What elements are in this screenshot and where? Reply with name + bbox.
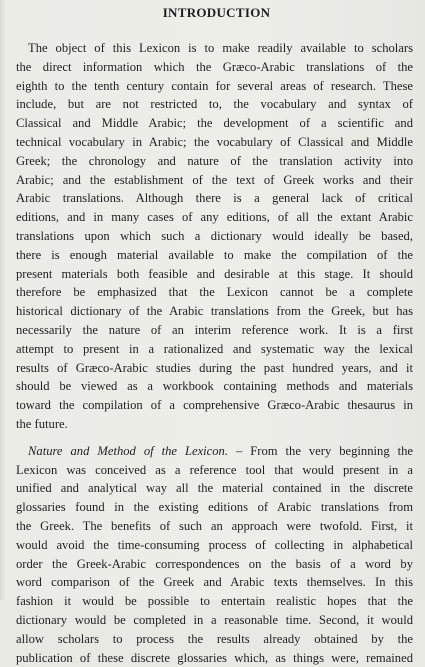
text-line: results of Græco-Arabic studies during the past hundred years, and it	[16, 359, 413, 378]
text-line: eighth to the tenth century contain for several areas of research. These	[16, 77, 413, 96]
text-line: publication of these discrete glossaries which, as things were, remained	[16, 649, 413, 667]
section-run-in-title: Nature and Method of the Lexicon.	[28, 444, 228, 458]
text-line: the future.	[16, 415, 413, 434]
text-line: present materials both feasible and desirable at this stage. It should	[16, 265, 413, 284]
text-line: Arabic; and the establishment of the text of Greek works and their	[16, 171, 413, 190]
text-line: allow scholars to process the results already obtained by the	[16, 630, 413, 649]
text-line: word comparison of the Greek and Arabic texts themselves. In this	[16, 573, 413, 592]
text-line: toward the compilation of a comprehensive Græco-Arabic thesaurus in	[16, 396, 413, 415]
text-line: translations upon which such a dictionary would ideally be based,	[16, 227, 413, 246]
text-line: attempt to present in a rationalized and systematic way the lexical	[16, 340, 413, 359]
text-line: order the Greek-Arabic correspondences on the basis of a word by	[16, 555, 413, 574]
text-line: dictionary would be completed in a reasonable time. Second, it would	[16, 611, 413, 630]
text-line: the Greek. The benefits of such an approach were twofold. First, it	[16, 517, 413, 536]
text-line: fashion it would be possible to entertain realistic hopes that the	[16, 592, 413, 611]
text-line: glossaries found in the existing editions of Arabic translations from	[16, 498, 413, 517]
text-line: technical vocabulary in Arabic; the vocabulary of Classical and Middle	[16, 133, 413, 152]
text-line: The object of this Lexicon is to make readily available to scholars	[16, 39, 413, 58]
text-line: unified and analytical way all the material contained in the discrete	[16, 479, 413, 498]
text-run: – From the very beginning the	[228, 444, 413, 458]
text-line: would avoid the time-consuming process of collecting in alphabetical	[16, 536, 413, 555]
text-line	[16, 442, 413, 461]
text-line: necessarily the nature of an interim reference work. It is a first	[16, 321, 413, 340]
paragraph-object	[16, 39, 413, 434]
text-line: therefore be emphasized that the Lexicon cannot be a complete	[16, 283, 413, 302]
page-heading: INTRODUCTION	[20, 6, 413, 20]
text-line: editions, and in many cases of any editions, of all the extant Arabic	[16, 208, 413, 227]
text-line: Arabic translations. Although there is a general lack of critical	[16, 189, 413, 208]
text-line: should be viewed as a workbook containing methods and materials	[16, 377, 413, 396]
text-line: there is enough material available to make the compilation of the	[16, 246, 413, 265]
text-line: Classical and Middle Arabic; the development of a scientific and	[16, 114, 413, 133]
text-line: include, but are not restricted to, the vocabulary and syntax of	[16, 95, 413, 114]
text-line: the direct information which the Græco-Arabic translations of the	[16, 58, 413, 77]
text-line: historical dictionary of the Arabic translations from the Greek, but has	[16, 302, 413, 321]
text-line: Lexicon was conceived as a reference tool that would present in a	[16, 461, 413, 480]
paragraph-nature-and-method	[16, 442, 413, 667]
text-line: Greek; the chronology and nature of the translation activity into	[16, 152, 413, 171]
